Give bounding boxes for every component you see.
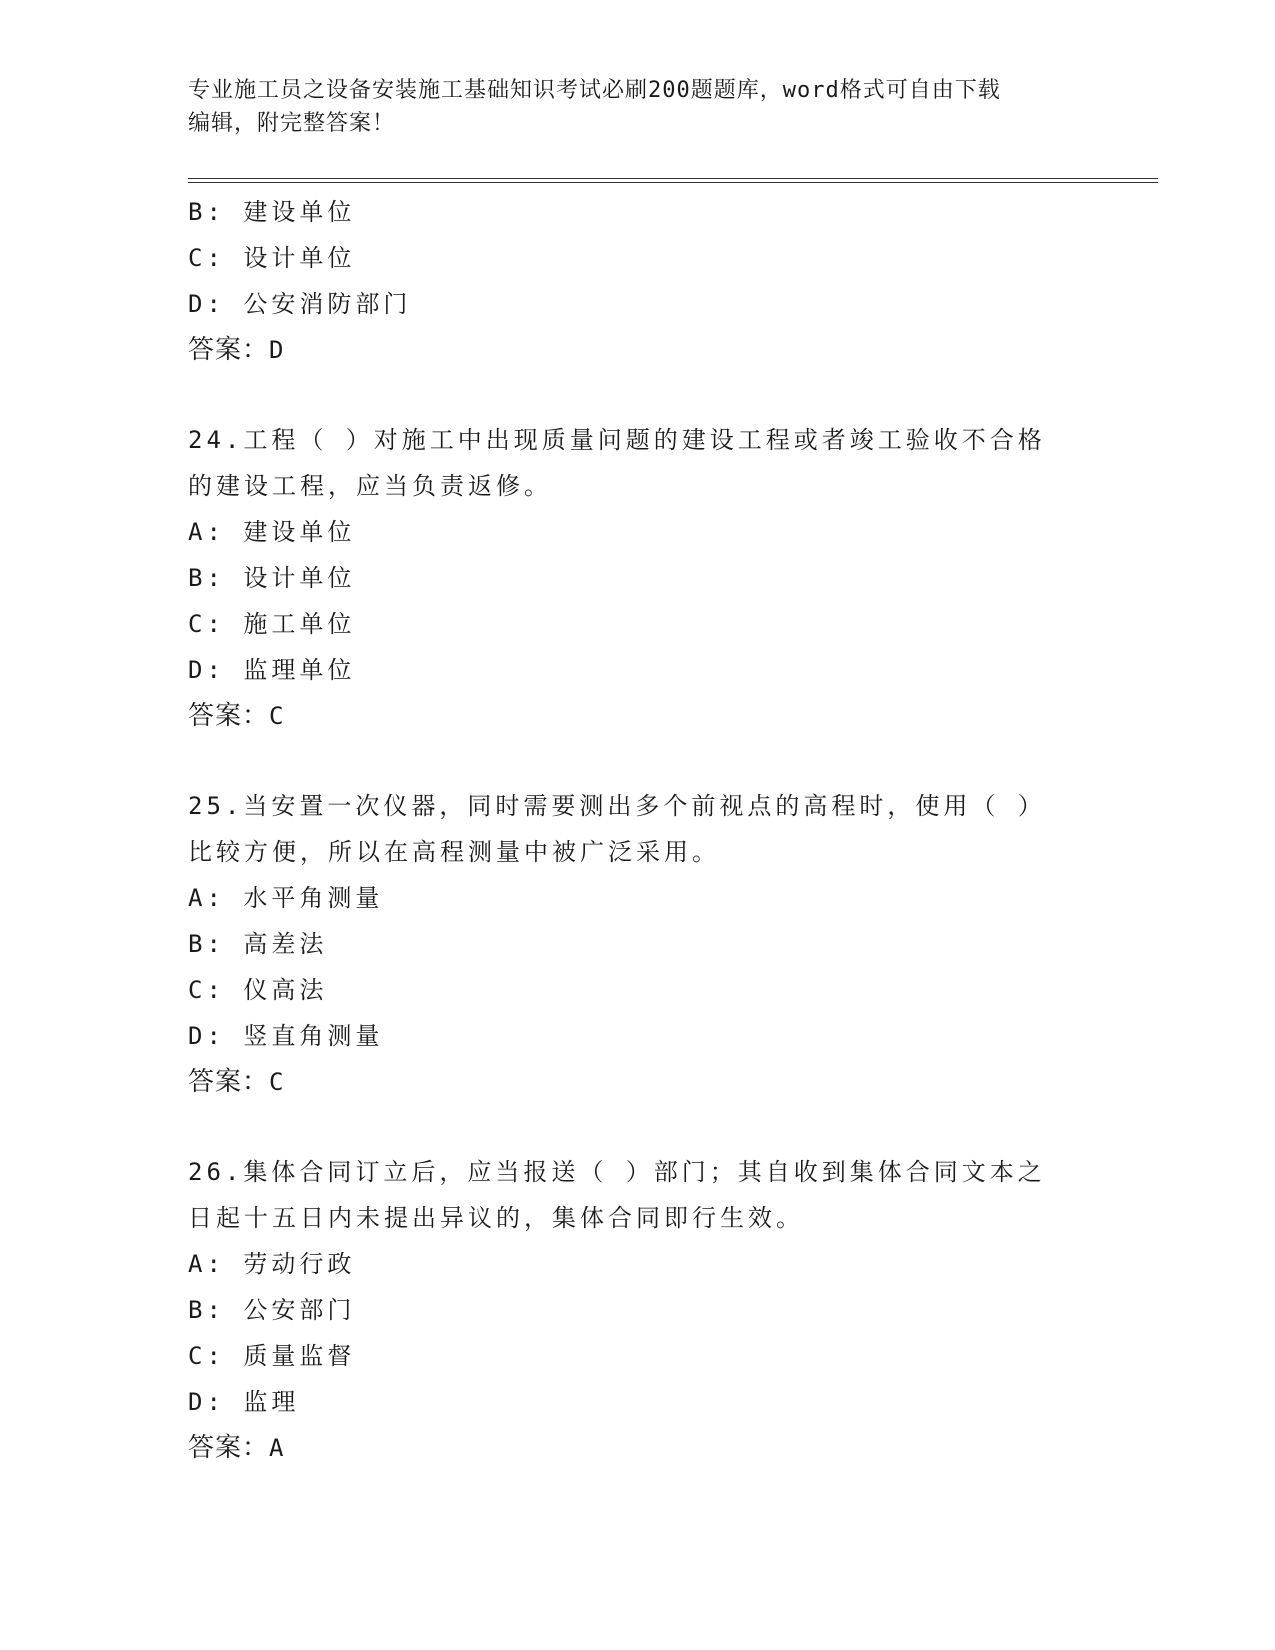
question-text-line-2: 比较方便，所以在高程测量中被广泛采用。	[188, 838, 720, 866]
question-23-continuation	[188, 189, 1088, 373]
answer-label: 答案：	[188, 1067, 270, 1097]
option-d: D: 竖直角测量	[188, 1022, 384, 1050]
option-d: D: 监理	[188, 1388, 300, 1416]
question-26	[188, 1149, 1088, 1471]
answer-value: D	[269, 336, 285, 364]
header-line-1: 专业施工员之设备安装施工基础知识考试必刷200题题库，word格式可自由下载	[188, 78, 1001, 103]
answer-line	[188, 1425, 1088, 1471]
option-c: C: 设计单位	[188, 244, 356, 272]
question-text-line-1: 25.当安置一次仪器，同时需要测出多个前视点的高程时，使用（ ）	[188, 792, 1046, 820]
option-a: A: 水平角测量	[188, 884, 384, 912]
answer-label: 答案：	[188, 1433, 270, 1463]
answer-value: A	[269, 1434, 285, 1462]
question-list	[188, 189, 1088, 1471]
answer-value: C	[269, 702, 285, 730]
question-text-line-1: 24.工程（ ）对施工中出现质量问题的建设工程或者竣工验收不合格	[188, 426, 1046, 454]
option-b: B: 设计单位	[188, 564, 356, 592]
option-c: C: 质量监督	[188, 1342, 356, 1370]
option-c: C: 仪高法	[188, 976, 328, 1004]
document-header	[188, 74, 1088, 140]
option-d: D: 监理单位	[188, 656, 356, 684]
answer-line	[188, 1059, 1088, 1105]
answer-line	[188, 693, 1088, 739]
option-b: B: 高差法	[188, 930, 328, 958]
question-text-line-2: 日起十五日内未提出异议的，集体合同即行生效。	[188, 1204, 804, 1232]
answer-value: C	[269, 1068, 285, 1096]
header-divider	[188, 178, 1158, 183]
question-text-line-2: 的建设工程，应当负责返修。	[188, 472, 552, 500]
question-25	[188, 783, 1088, 1105]
answer-line	[188, 327, 1088, 373]
option-b: B: 公安部门	[188, 1296, 356, 1324]
question-text-line-1: 26.集体合同订立后，应当报送（ ）部门；其自收到集体合同文本之	[188, 1158, 1046, 1186]
option-c: C: 施工单位	[188, 610, 356, 638]
option-b: B: 建设单位	[188, 198, 356, 226]
header-line-2: 编辑，附完整答案！	[188, 111, 396, 136]
answer-label: 答案：	[188, 701, 270, 731]
option-a: A: 建设单位	[188, 518, 356, 546]
option-a: A: 劳动行政	[188, 1250, 356, 1278]
option-d: D: 公安消防部门	[188, 290, 412, 318]
answer-label: 答案：	[188, 335, 270, 365]
question-24	[188, 417, 1088, 739]
